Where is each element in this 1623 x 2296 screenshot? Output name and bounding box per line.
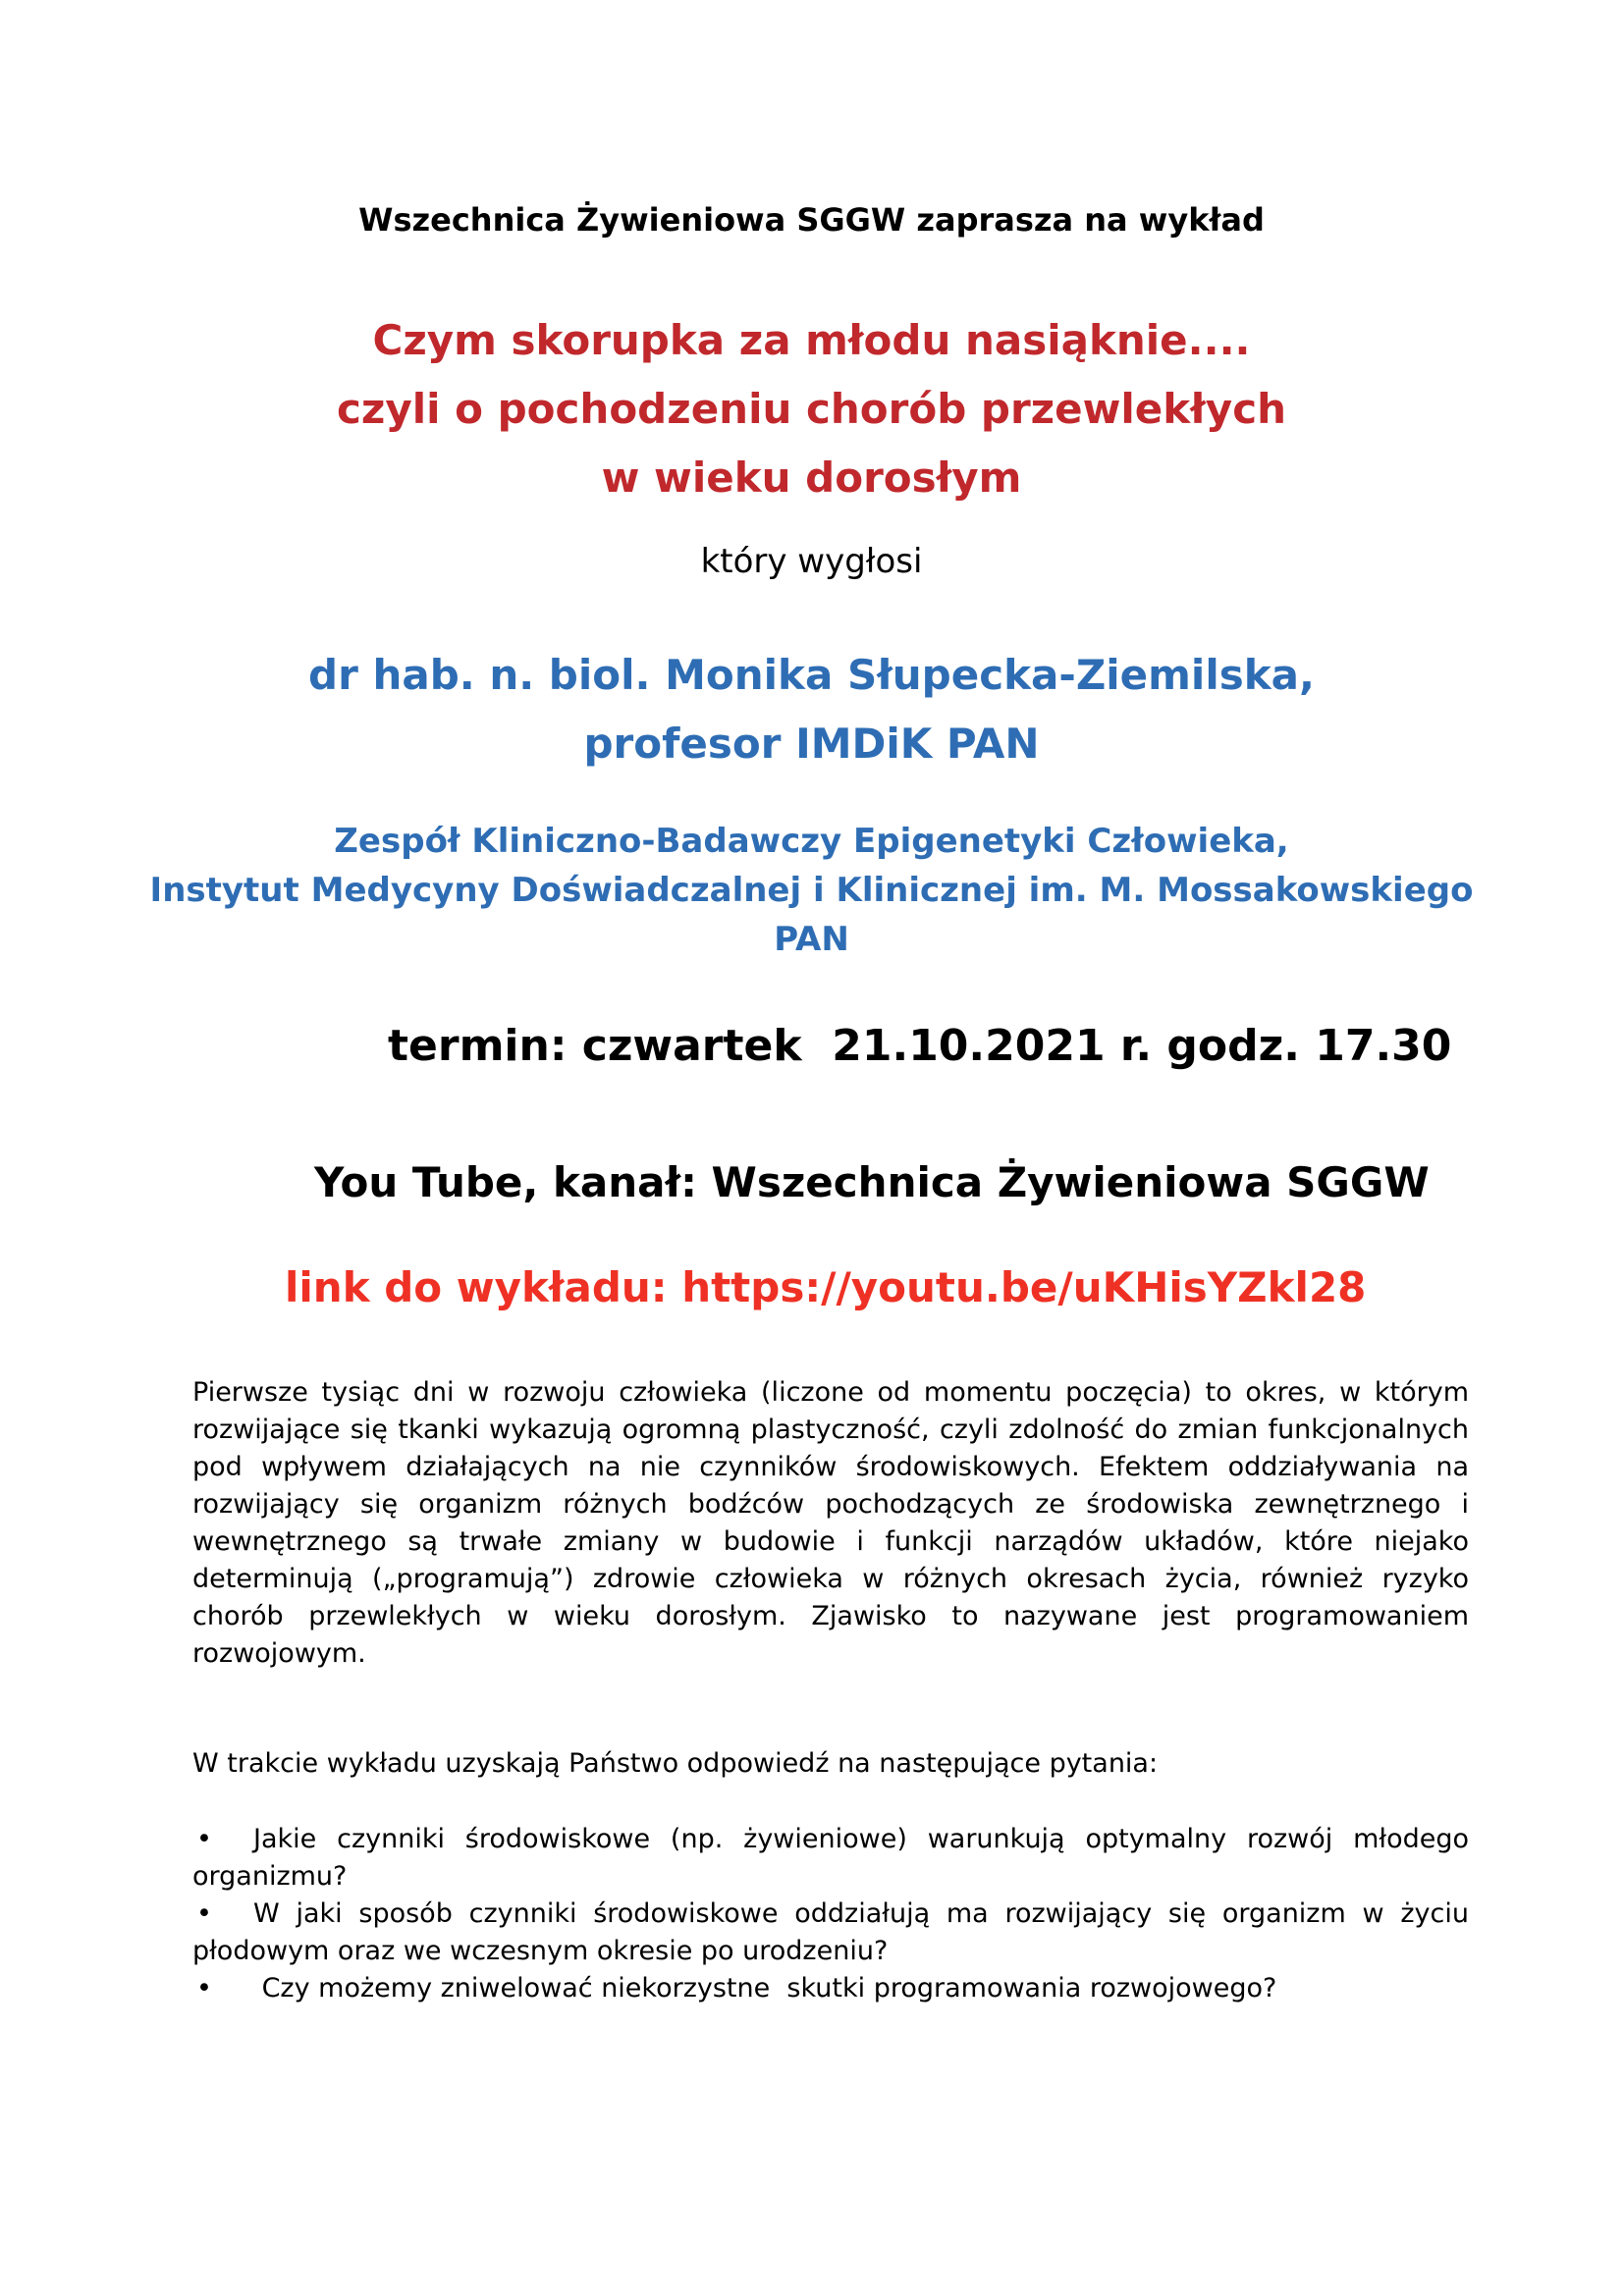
- questions-list: [192, 1821, 1469, 2007]
- lecture-description: Pierwsze tysiąc dni w rozwoju człowieka (liczone od momentu poczęcia) to okres, w którym rozwijające się tkanki wykazują ogromną plastyczność, czyli zdolność do zmian funkcjonalnych pod wpływem działających na nie czynników środowiskowych. Efektem oddziaływania na rozwijający się organizm różnych bodźców pochodzących ze środowiska zewnętrznego i wewnętrznego są trwałe zmiany w budowie i funkcji narządów układów, które niejako determinują („programują”) zdrowie człowieka w różnych okresach życia, również ryzyko chorób przewlekłych w wieku dorosłym. Zjawisko to nazywane jest programowaniem rozwojowym.: [192, 1377, 1469, 1669]
- speaker-lead: który wygłosi: [700, 542, 923, 581]
- questions-intro: W trakcie wykładu uzyskają Państwo odpowiedź na następujące pytania:: [192, 1748, 1159, 1779]
- title-line-2: czyli o pochodzeniu chorób przewlekłych: [337, 385, 1286, 433]
- affiliation-line-3: PAN: [774, 920, 849, 959]
- bullet-icon: •: [196, 1973, 212, 2003]
- bullet-icon: •: [196, 1898, 212, 1929]
- speaker-line-1: dr hab. n. biol. Monika Słupecka-Ziemilska,: [308, 651, 1315, 699]
- lecture-link[interactable]: link do wykładu: https://youtu.be/uKHisYZkl28: [285, 1263, 1367, 1311]
- speaker-affiliation: [0, 817, 1623, 964]
- title-line-3: w wieku dorosłym: [601, 454, 1022, 502]
- bullet-icon: •: [196, 1824, 212, 1854]
- speaker-line-2: profesor IMDiK PAN: [583, 720, 1040, 768]
- affiliation-line-2: Instytut Medycyny Doświadczalnej i Klinicznej im. M. Mossakowskiego: [149, 871, 1474, 910]
- affiliation-line-1: Zespół Kliniczno-Badawczy Epigenetyki Człowieka,: [334, 822, 1289, 861]
- event-date: termin: czwartek 21.10.2021 r. godz. 17.30: [388, 1021, 1452, 1071]
- question-text: Jakie czynniki środowiskowe (np. żywieniowe) warunkują optymalny rozwój młodego organizmu?: [192, 1824, 1469, 1892]
- speaker-name: [0, 641, 1623, 778]
- list-item: [192, 1970, 1469, 2007]
- list-item: [192, 1896, 1469, 1970]
- lecture-title: [0, 306, 1623, 512]
- title-line-1: Czym skorupka za młodu nasiąknie....: [372, 316, 1251, 364]
- question-text: Czy możemy zniwelować niekorzystne skutki programowania rozwojowego?: [253, 1973, 1277, 2003]
- list-item: [192, 1821, 1469, 1896]
- youtube-channel: You Tube, kanał: Wszechnica Żywieniowa SGGW: [314, 1158, 1430, 1206]
- intro-line: Wszechnica Żywieniowa SGGW zaprasza na wykład: [358, 201, 1265, 239]
- question-text: W jaki sposób czynniki środowiskowe oddziałują ma rozwijający się organizm w życiu płodowym oraz we wczesnym okresie po urodzeniu?: [192, 1898, 1469, 1966]
